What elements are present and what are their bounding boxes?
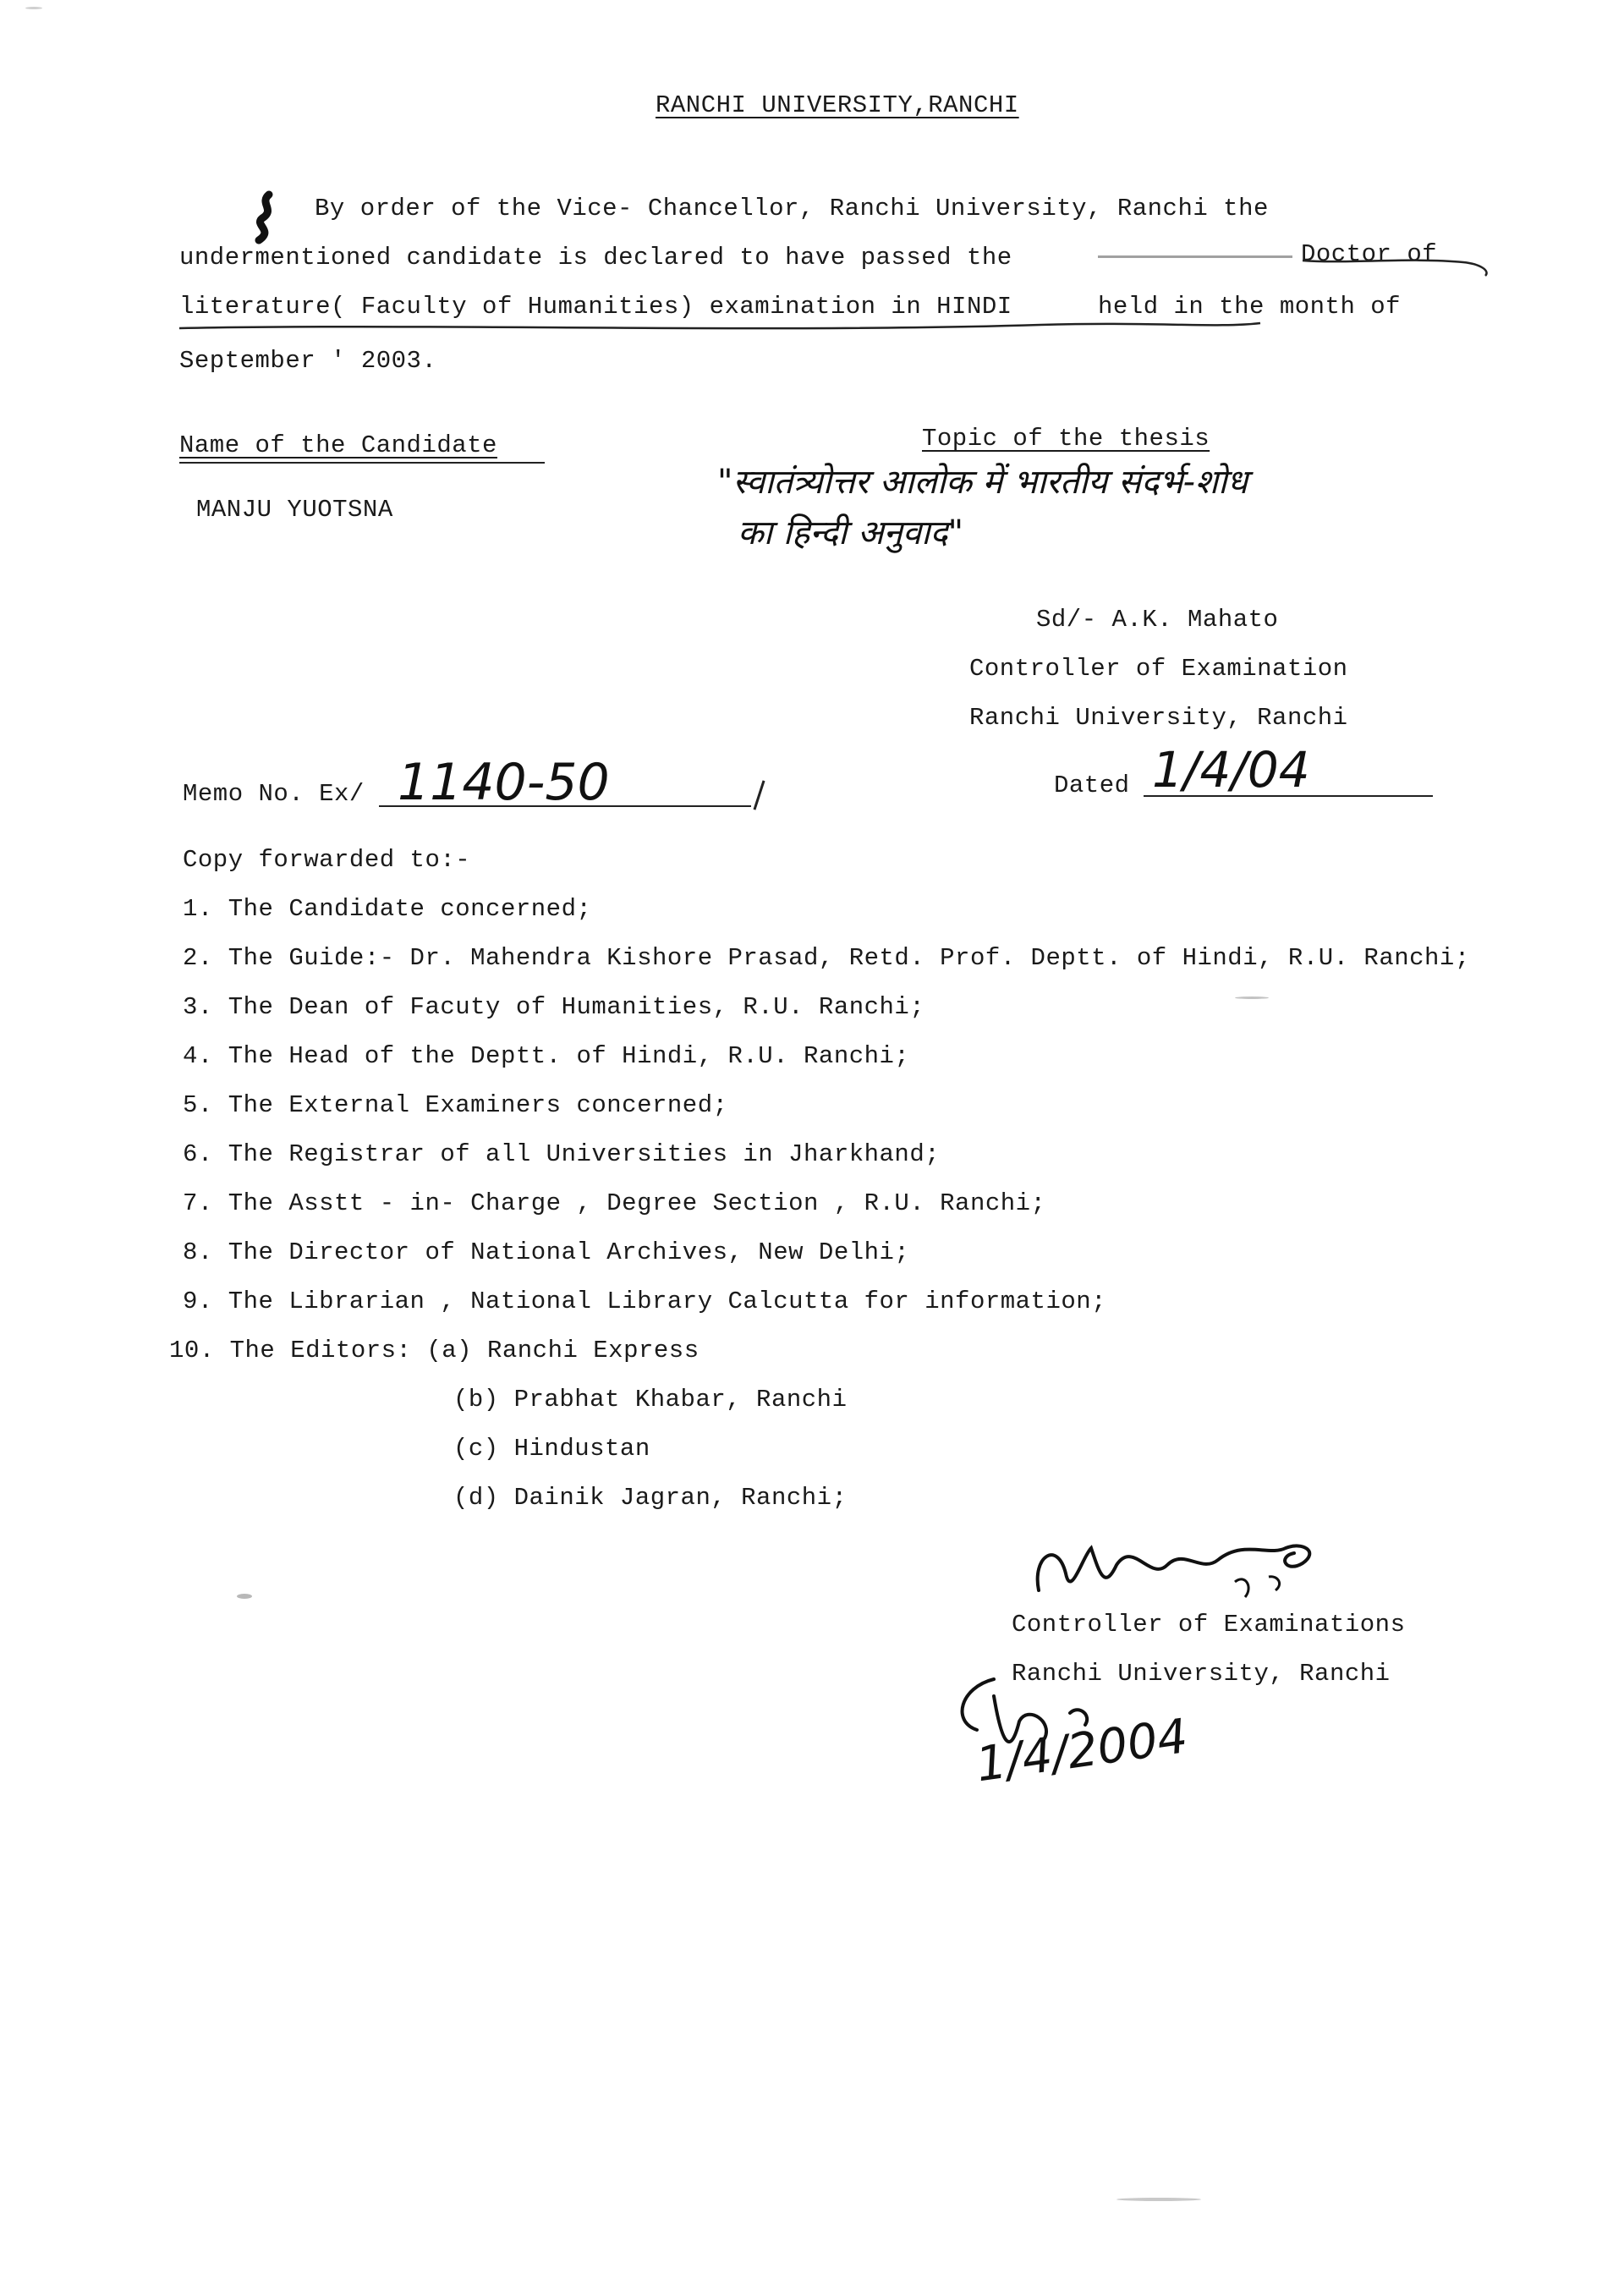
scan-speck: [1235, 997, 1269, 999]
candidate-label: Name of the Candidate: [179, 431, 497, 459]
candidate-name: MANJU YUOTSNA: [196, 496, 393, 524]
copy-heading: Copy forwarded to:-: [183, 846, 471, 874]
signatory-line-2: Controller of Examination: [969, 655, 1348, 683]
copy-item: 9. The Librarian , National Library Calcutta for information;: [183, 1288, 1107, 1315]
copy-item: 10. The Editors: (a) Ranchi Express: [169, 1337, 700, 1364]
copy-item: 1. The Candidate concerned;: [183, 895, 592, 923]
memo-number-underline: [379, 805, 751, 807]
thesis-label: Topic of the thesis: [922, 425, 1210, 453]
copy-item: 3. The Dean of Facuty of Humanities, R.U. Ranchi;: [183, 993, 925, 1021]
editor-item: (b) Prabhat Khabar, Ranchi: [453, 1386, 848, 1414]
handwritten-date: 1/4/2004: [973, 1708, 1192, 1793]
copy-item: 7. The Asstt - in- Charge , Degree Section , R.U. Ranchi;: [183, 1189, 1046, 1217]
hand-underline: [178, 313, 1379, 338]
dated-underline: [1144, 795, 1433, 797]
scan-speck: [25, 7, 42, 9]
footer-line-2: Ranchi University, Ranchi: [1012, 1660, 1391, 1688]
candidate-label-underline: [179, 462, 545, 464]
body-line-2a: undermentioned candidate is declared to have passed the: [179, 244, 1012, 272]
thesis-handwritten-line-2: का हिन्दी अनुवाद": [738, 513, 964, 552]
copy-item: 4. The Head of the Deptt. of Hindi, R.U. Ranchi;: [183, 1042, 910, 1070]
dated-label: Dated: [1054, 771, 1130, 799]
controller-signature: [1023, 1523, 1379, 1616]
body-line-4: September ' 2003.: [179, 347, 437, 375]
body-line-3a: literature( Faculty of Humanities) examination in HINDI: [179, 293, 1012, 321]
footer-line-1: Controller of Examinations: [1012, 1611, 1406, 1639]
memo-number: 1140-50: [398, 753, 610, 812]
thesis-handwritten-line-1: "स्वातंत्र्योत्तर आलोक में भारतीय संदर्भ-शोध: [717, 463, 1248, 502]
signatory-line-1: Sd/- A.K. Mahato: [1036, 606, 1279, 634]
signatory-line-3: Ranchi University, Ranchi: [969, 704, 1348, 732]
copy-item: 6. The Registrar of all Universities in Jharkhand;: [183, 1140, 941, 1168]
editor-item: (d) Dainik Jagran, Ranchi;: [453, 1484, 848, 1512]
editor-item: (c) Hindustan: [453, 1435, 650, 1463]
body-line-3b: held in the month of: [1098, 293, 1402, 321]
copy-item: 5. The External Examiners concerned;: [183, 1091, 728, 1119]
body-line-1: By order of the Vice- Chancellor, Ranchi University, Ranchi the: [315, 195, 1269, 222]
scan-speck: [237, 1594, 252, 1599]
copy-item: 8. The Director of National Archives, New Delhi;: [183, 1238, 910, 1266]
body-line-2b: Doctor of: [1301, 240, 1438, 268]
scan-speck: [1116, 2198, 1201, 2201]
document-title: RANCHI UNIVERSITY,RANCHI: [656, 91, 1019, 119]
strikeout-mark: [1098, 255, 1292, 258]
memo-label: Memo No. Ex/: [183, 780, 365, 808]
copy-item: 2. The Guide:- Dr. Mahendra Kishore Prasad, Retd. Prof. Deptt. of Hindi, R.U. Ranchi;: [183, 944, 1470, 972]
dated-value: 1/4/04: [1152, 741, 1310, 799]
memo-slash-mark: [754, 780, 765, 810]
ink-mark-icon: [250, 193, 284, 242]
